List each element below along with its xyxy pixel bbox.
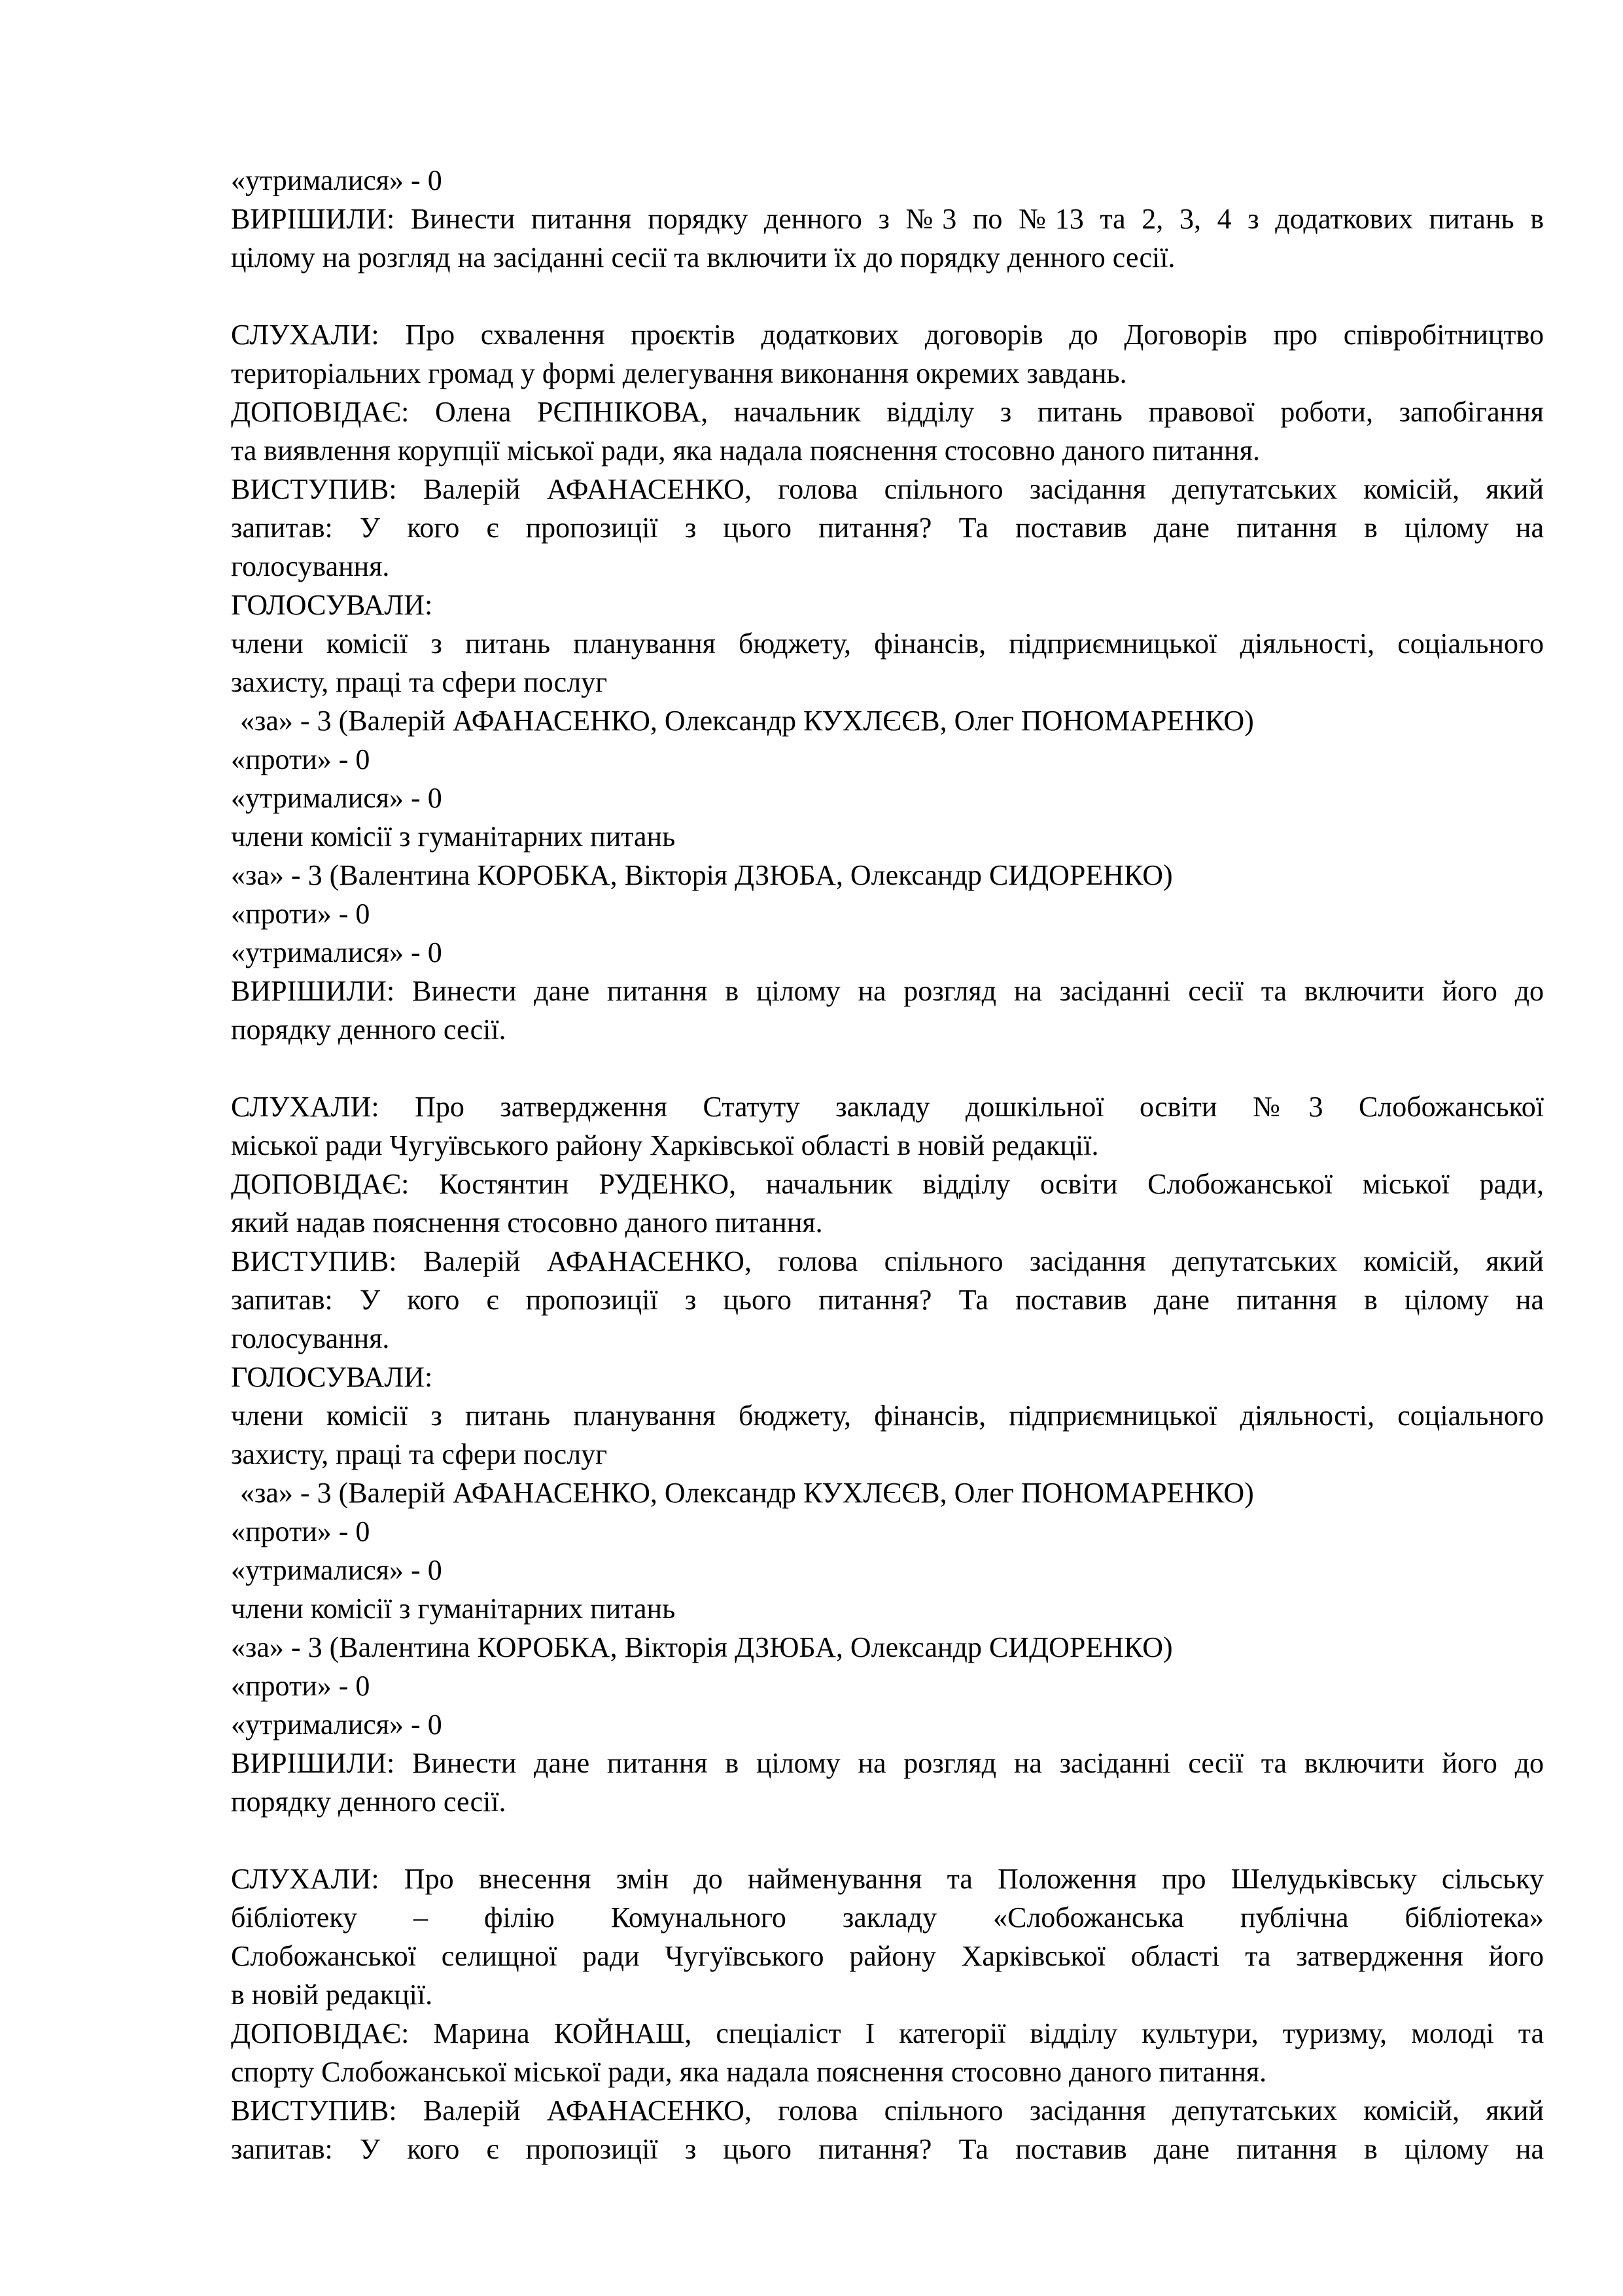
text-line: запитав: У кого є пропозиції з цього питання? Та поставив дане питання в цілому на [231,1284,1544,1316]
text-line: члени комісії з питань планування бюджету, фінансів, підприємницької діяльності, соціального [231,1400,1544,1432]
vote-line: «проти» - 0 [231,743,370,775]
vote-line: «утрималися» - 0 [231,936,442,968]
text-line: ВИСТУПИВ: Валерій АФАНАСЕНКО, голова спільного засідання депутатських комісій, який [231,473,1544,505]
vote-line: «утрималися» - 0 [231,782,442,814]
text-line: ДОПОВІДАЄ: Костянтин РУДЕНКО, начальник відділу освіти Слобожанської міської ради, [231,1168,1544,1200]
text-line: захисту, праці та сфери послуг [231,1438,608,1470]
text-line: Слобожанської селищної ради Чугуївського району Харківської області та затвердження його [231,1940,1544,1972]
text-line: ВИСТУПИВ: Валерій АФАНАСЕНКО, голова спільного засідання депутатських комісій, який [231,1245,1544,1277]
vote-line: «утрималися» - 0 [231,1708,442,1740]
text-line: голосування. [231,550,390,582]
text-line: СЛУХАЛИ: Про внесення змін до найменування та Положення про Шелудьківську сільську [231,1863,1544,1895]
text-line: СЛУХАЛИ: Про затвердження Статуту закладу дошкільної освіти №3 Слобожанської [231,1091,1544,1123]
section-agenda-item-library-renaming [231,1860,1544,2168]
text-line: СЛУХАЛИ: Про схвалення проєктів додаткових договорів до Договорів про співробітництво [231,319,1544,351]
text-line: захисту, праці та сфери послуг [231,666,608,698]
text-line: ВИСТУПИВ: Валерій АФАНАСЕНКО, голова спільного засідання депутатських комісій, який [231,2094,1544,2127]
text-line: ВИРІШИЛИ: Винести дане питання в цілому на розгляд на засіданні сесії та включити його до [231,975,1544,1007]
text-line: ДОПОВІДАЄ: Олена РЄПНІКОВА, начальник відділу з питань правової роботи, запобігання [231,396,1544,428]
text-line: спорту Слобожанської міської ради, яка надала пояснення стосовно даного питання. [231,2056,1267,2088]
vote-line: «проти» - 0 [231,1515,370,1547]
text-line: голосування. [231,1322,390,1354]
text-line: ВИРІШИЛИ: Винести дане питання в цілому на розгляд на засіданні сесії та включити його до [231,1747,1544,1779]
text-line: члени комісії з гуманітарних питань [231,821,676,853]
section-resolution-carryover [231,161,1544,277]
text-line: територіальних громад у формі делегування виконання окремих завдань. [231,357,1127,389]
vote-line: «за» - 3 (Валентина КОРОБКА, Вікторія ДЗЮБА, Олександр СИДОРЕНКО) [231,1631,1173,1663]
text-line: порядку денного сесії. [231,1786,506,1818]
text-line: члени комісії з гуманітарних питань [231,1593,676,1625]
text-line: та виявлення корупції міської ради, яка надала пояснення стосовно даного питання. [231,434,1260,467]
text-line: в новій редакції. [231,1979,433,2011]
vote-line: «за» - 3 (Валентина КОРОБКА, Вікторія ДЗЮБА, Олександр СИДОРЕНКО) [231,859,1173,891]
text-line: запитав: У кого є пропозиції з цього питання? Та поставив дане питання в цілому на [231,512,1544,544]
text-line: який надав пояснення стосовно даного питання. [231,1207,823,1239]
vote-line: «проти» - 0 [231,1670,370,1702]
section-agenda-item-kindergarten-statute [231,1087,1544,1821]
vote-line: «за» - 3 (Валерій АФАНАСЕНКО, Олександр КУХЛЄЄВ, Олег ПОНОМАРЕНКО) [240,705,1254,737]
section-agenda-item-cooperation-agreements [231,315,1544,1049]
vote-line: «за» - 3 (Валерій АФАНАСЕНКО, Олександр КУХЛЄЄВ, Олег ПОНОМАРЕНКО) [240,1477,1254,1509]
text-line: ГОЛОСУВАЛИ: [231,1361,433,1393]
vote-line: «проти» - 0 [231,898,370,930]
text-line: порядку денного сесії. [231,1014,506,1046]
text-line: ВИРІШИЛИ: Винести питання порядку денного з №3 по №13 та 2, 3, 4 з додаткових питань в [231,203,1544,235]
text-line: бібліотеку – філію Комунального закладу «Слобожанська публічна бібліотека» [231,1901,1544,1934]
text-line: «утрималися» - 0 [231,164,442,196]
text-line: члени комісії з питань планування бюджету, фінансів, підприємницької діяльності, соціального [231,627,1544,660]
text-line: запитав: У кого є пропозиції з цього питання? Та поставив дане питання в цілому на [231,2133,1544,2165]
text-line: цілому на розгляд на засіданні сесії та включити їх до порядку денного сесії. [231,241,1176,274]
text-line: ДОПОВІДАЄ: Марина КОЙНАШ, спеціаліст І категорії відділу культури, туризму, молоді та [231,2017,1544,2049]
vote-line: «утрималися» - 0 [231,1554,442,1586]
text-line: міської ради Чугуївського району Харківської області в новій редакції. [231,1129,1099,1161]
text-line: ГОЛОСУВАЛИ: [231,589,433,621]
